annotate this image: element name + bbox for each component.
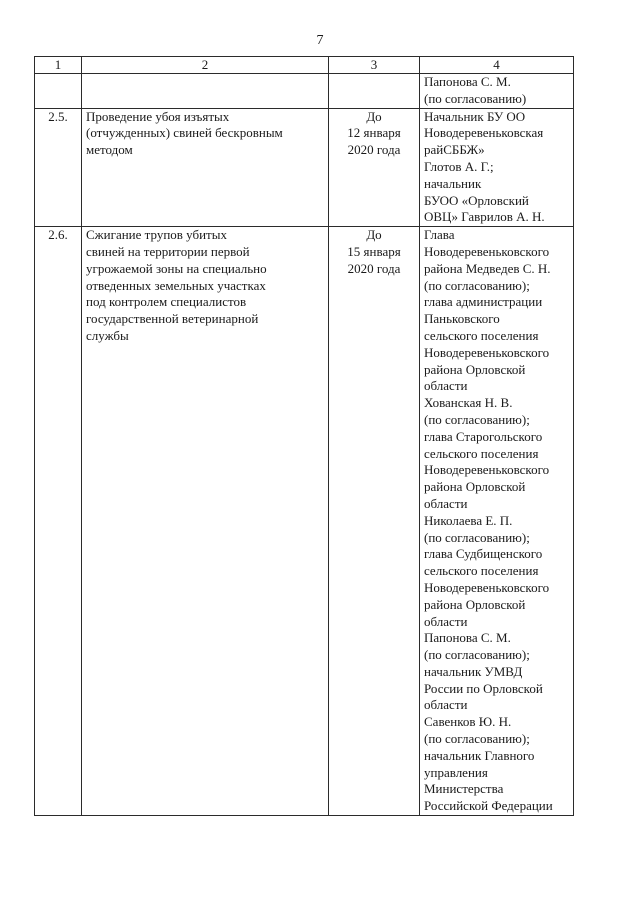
cell-text-line: России по Орловской <box>424 680 543 696</box>
cell-text-line: Новодеревеньковского <box>424 243 550 259</box>
cell-text-line: методом <box>86 142 133 158</box>
row-action-cell <box>82 108 329 227</box>
cell-text-line: Российской Федерации <box>424 798 553 814</box>
row-deadline-cell <box>329 108 420 227</box>
cell-text-line: (по согласованию); <box>424 529 530 545</box>
cell-text-line: службы <box>86 327 129 343</box>
cell-text-line: области <box>424 495 468 511</box>
cell-text-line: свиней на территории первой <box>86 243 250 259</box>
cell-text-line: 2020 года <box>347 142 401 158</box>
cell-text-line: Начальник БУ ОО <box>424 108 526 124</box>
cell-text-line: района Орловской <box>424 361 526 377</box>
cell-text-line: района Медведев С. Н. <box>424 260 551 276</box>
cell-text-line: отведенных земельных участках <box>86 277 266 293</box>
row-action-cell <box>82 227 329 816</box>
row-responsible-cell <box>420 108 574 227</box>
row-number-cell <box>35 74 82 109</box>
cell-text-line: Глотов А. Г.; <box>424 158 494 174</box>
cell-text-line: 15 января <box>347 243 401 259</box>
cell-text-line: Новодеревеньковского <box>424 462 550 478</box>
cell-text-line: (по согласованию); <box>424 647 530 663</box>
table-row <box>35 74 574 109</box>
cell-text-line: государственной ветеринарной <box>86 311 259 327</box>
cell-text-line: сельского поселения <box>424 445 539 461</box>
cell-text-line: управления <box>424 764 488 780</box>
cell-text-line: Новодеревеньковского <box>424 344 550 360</box>
cell-text-line: сельского поселения <box>424 327 539 343</box>
header-cell-number: 1 <box>35 57 82 74</box>
cell-text-line: Паньковского <box>424 311 500 327</box>
table-row <box>35 108 574 227</box>
cell-text-line: района Орловской <box>424 596 526 612</box>
measures-table <box>34 56 574 816</box>
row-responsible-cell <box>420 74 574 109</box>
table-header-row <box>35 57 574 74</box>
cell-text-line: начальник <box>424 175 482 191</box>
cell-text-line: До <box>366 108 382 124</box>
cell-text-line: Папонова С. М. <box>424 74 511 89</box>
cell-text-line: области <box>424 613 468 629</box>
cell-text-line: (по согласованию) <box>424 90 527 106</box>
cell-text-line: области <box>424 378 468 394</box>
header-cell-responsible: 4 <box>420 57 574 74</box>
header-cell-deadline: 3 <box>329 57 420 74</box>
cell-text-line: области <box>424 697 468 713</box>
row-action-cell <box>82 74 329 109</box>
row-number-cell: 2.5. <box>35 108 82 227</box>
row-responsible-cell <box>420 227 574 816</box>
page-number: 7 <box>316 33 324 48</box>
cell-text-line: Сжигание трупов убитых <box>86 227 227 243</box>
cell-text-line: (по согласованию); <box>424 411 530 427</box>
cell-text-line: Новодеревеньковского <box>424 579 550 595</box>
cell-text-line: До <box>366 227 382 243</box>
row-deadline-cell <box>329 74 420 109</box>
cell-text-line: Савенков Ю. Н. <box>424 714 512 730</box>
cell-text-line: сельского поселения <box>424 563 539 579</box>
cell-text-line: Папонова С. М. <box>424 630 511 646</box>
cell-text-line: Хованская Н. В. <box>424 395 513 411</box>
cell-text-line: под контролем специалистов <box>86 294 247 310</box>
cell-text-line: (по согласованию); <box>424 731 530 747</box>
cell-text-line: райСББЖ» <box>424 142 485 158</box>
cell-text-line: Новодеревеньковская <box>424 125 544 141</box>
cell-text-line: БУОО «Орловский <box>424 192 529 208</box>
cell-text-line: ОВЦ» Гаврилов А. Н. <box>424 209 545 225</box>
cell-text-line: глава Старогольского <box>424 428 543 444</box>
cell-text-line: Николаева Е. П. <box>424 512 513 528</box>
table-row <box>35 227 574 816</box>
cell-text-line: Министерства <box>424 781 504 797</box>
cell-text-line: района Орловской <box>424 479 526 495</box>
cell-text-line: (отчужденных) свиней бескровным <box>86 125 283 141</box>
cell-text-line: 12 января <box>347 125 401 141</box>
cell-text-line: глава Судбищенского <box>424 546 543 562</box>
cell-text-line: Проведение убоя изъятых <box>86 108 230 124</box>
cell-text-line: (по согласованию); <box>424 277 530 293</box>
cell-text-line: глава администрации <box>424 294 543 310</box>
cell-text-line: начальник УМВД <box>424 663 523 679</box>
cell-text-line: угрожаемой зоны на специально <box>86 260 267 276</box>
cell-text-line: Глава <box>424 227 455 243</box>
cell-text-line: 2020 года <box>347 260 401 276</box>
cell-text-line: начальник Главного <box>424 747 535 763</box>
row-number-cell: 2.6. <box>35 227 82 816</box>
header-cell-action: 2 <box>82 57 329 74</box>
row-deadline-cell <box>329 227 420 816</box>
